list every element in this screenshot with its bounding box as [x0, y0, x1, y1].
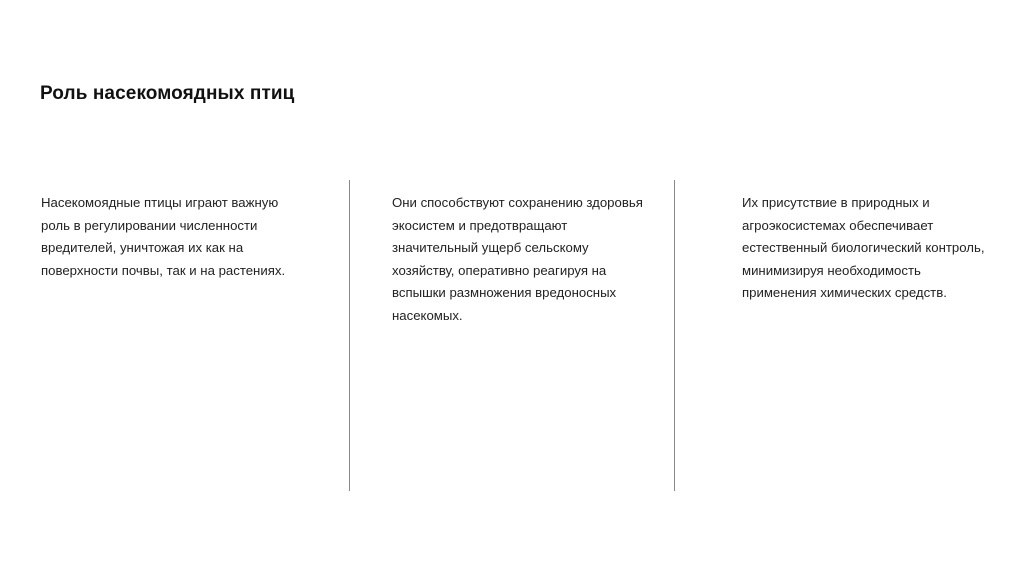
text-line: Они способствуют сохранению здоровья	[392, 195, 643, 210]
text-column-2	[392, 192, 662, 327]
text-line: естественный биологический контроль,	[742, 240, 985, 255]
text-line: экосистем и предотвращают	[392, 217, 568, 233]
text-line: вспышки размножения вредоносных	[392, 285, 617, 300]
text-line: Их присутствие в природных и	[742, 195, 930, 210]
column-divider	[674, 180, 675, 491]
text-line: насекомых.	[392, 307, 463, 323]
text-line: хозяйству, оперативно реагируя на	[392, 262, 607, 278]
text-line: роль в регулировании численности	[41, 217, 258, 233]
text-line: Насекомоядные птицы играют важную	[41, 195, 279, 210]
column-divider	[349, 180, 350, 491]
text-line: агроэкосистемах обеспечивает	[742, 217, 934, 233]
text-line: минимизируя необходимость	[742, 262, 921, 278]
text-line: вредителей, уничтожая их как на	[41, 240, 244, 255]
text-line: значительный ущерб сельскому	[392, 240, 589, 255]
text-column-3	[742, 192, 1004, 305]
text-line: применения химических средств.	[742, 285, 947, 300]
text-line: поверхности почвы, так и на растениях.	[41, 262, 286, 278]
slide-title: Роль насекомоядных птиц	[40, 83, 295, 104]
text-column-1	[41, 192, 331, 282]
